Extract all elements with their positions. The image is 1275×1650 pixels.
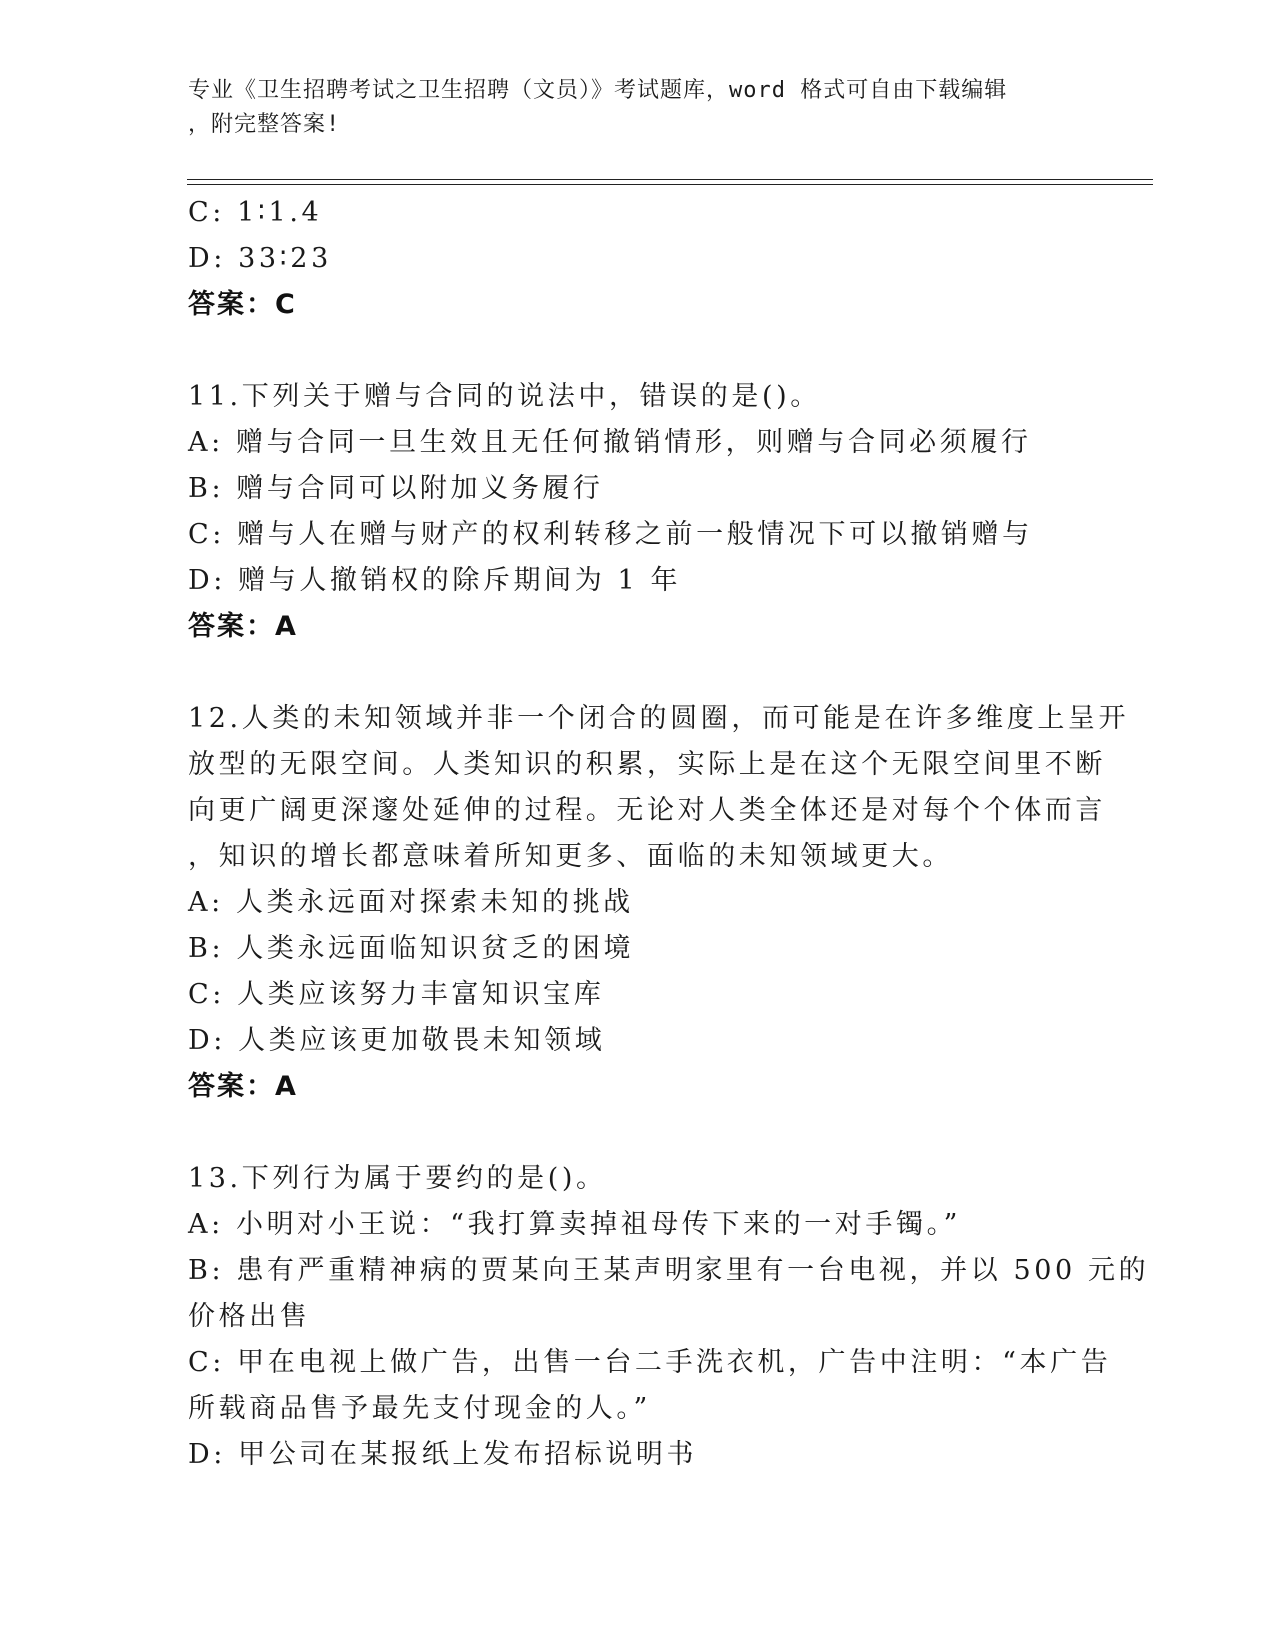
question-stem-line: ，知识的增长都意味着所知更多、面临的未知领域更大。 — [188, 841, 953, 872]
header-line-1: 专业《卫生招聘考试之卫生招聘（文员）》考试题库，word 格式可自由下载编辑 — [188, 78, 1008, 103]
header-divider-top — [187, 179, 1153, 180]
option-c: C: 人类应该努力丰富知识宝库 — [188, 979, 605, 1010]
question-stem: 13.下列行为属于要约的是()。 — [188, 1163, 607, 1194]
question-11 — [188, 374, 1088, 650]
question-stem-line: 12.人类的未知领域并非一个闭合的圆圈，而可能是在许多维度上呈开 — [188, 703, 1130, 734]
header-line-2: ，附完整答案! — [188, 112, 341, 137]
document-header — [188, 74, 1088, 142]
answer-line: 答案：C — [188, 289, 297, 320]
option-a: A: 小明对小王说：“我打算卖掉祖母传下来的一对手镯。” — [188, 1209, 962, 1240]
option-a: A: 赠与合同一旦生效且无任何撤销情形，则赠与合同必须履行 — [188, 427, 1032, 458]
question-stem-line: 放型的无限空间。人类知识的积累，实际上是在这个无限空间里不断 — [188, 749, 1106, 780]
header-divider-bottom — [187, 184, 1153, 185]
option-c: C: 甲在电视上做广告，出售一台二手洗衣机，广告中注明：“本广告 — [188, 1347, 1112, 1378]
option-b: B: 患有严重精神病的贾某向王某声明家里有一台电视，并以 500 元的 — [188, 1255, 1150, 1286]
option-d: D: 赠与人撤销权的除斥期间为 1 年 — [188, 565, 682, 596]
question-12 — [188, 696, 1130, 1110]
question-stem-line: 向更广阔更深邃处延伸的过程。无论对人类全体还是对每个个体而言 — [188, 795, 1106, 826]
option-b-continued: 价格出售 — [188, 1301, 311, 1332]
spacer — [188, 650, 1088, 696]
question-13 — [188, 1156, 1150, 1478]
previous-question-tail — [188, 190, 1088, 328]
spacer — [188, 1110, 1088, 1156]
option-b: B: 赠与合同可以附加义务履行 — [188, 473, 604, 504]
option-c: C: 赠与人在赠与财产的权利转移之前一般情况下可以撤销赠与 — [188, 519, 1033, 550]
option-c: C: 1∶1.4 — [188, 197, 323, 228]
answer-line: 答案：A — [188, 1071, 298, 1102]
option-c-continued: 所载商品售予最先支付现金的人。” — [188, 1393, 651, 1424]
option-d: D: 33∶23 — [188, 243, 332, 274]
option-d: D: 甲公司在某报纸上发布招标说明书 — [188, 1439, 698, 1470]
option-a: A: 人类永远面对探索未知的挑战 — [188, 887, 634, 918]
question-stem: 11.下列关于赠与合同的说法中，错误的是()。 — [188, 381, 821, 412]
option-d: D: 人类应该更加敬畏未知领域 — [188, 1025, 606, 1056]
option-b: B: 人类永远面临知识贫乏的困境 — [188, 933, 635, 964]
answer-line: 答案：A — [188, 611, 298, 642]
spacer — [188, 328, 1088, 374]
document-body — [188, 190, 1150, 1478]
